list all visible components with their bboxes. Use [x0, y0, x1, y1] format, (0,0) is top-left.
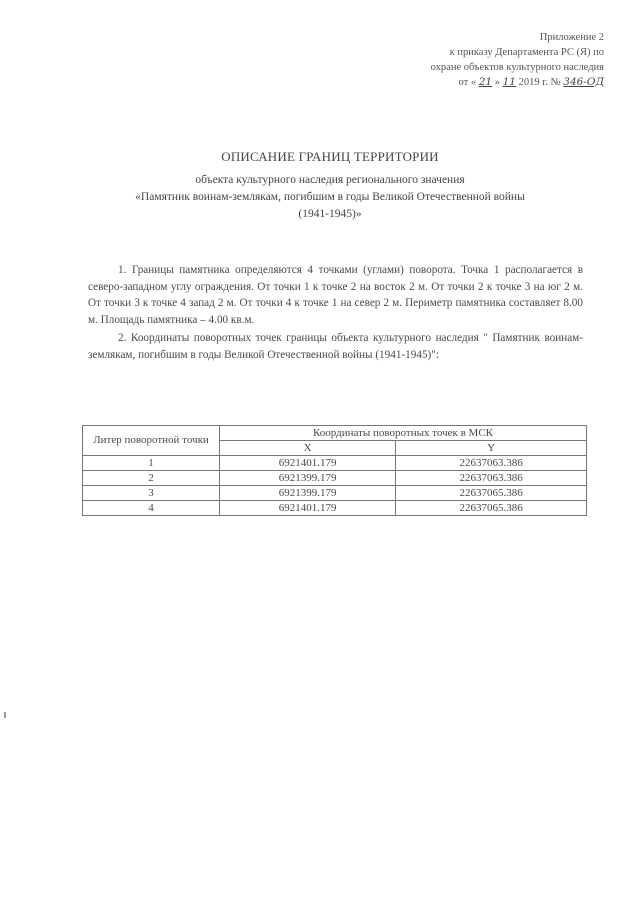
appendix-header — [364, 30, 604, 90]
paragraph-boundaries: 1. Границы памятника определяются 4 точками (углами) поворота. Точка 1 располагается в северо-западном углу ограждения. От точки 1 к точке 2 на восток 2 м. От точки 2 к точке 3 на юг 2 м. От точки 3 к точке 4 запад 2 м. От точки 4 к точке 1 на север 2 м. Периметр памятника составляет 8.00 м. Площадь памятника – 4.00 кв.м. — [88, 264, 583, 326]
paragraph-coordinates: 2. Координаты поворотных точек границы объекта культурного наследия " Памятник воинам-землякам, погибшим в годы Великой Отечественной войны (1941-1945)": — [88, 332, 583, 361]
x-header: X — [220, 441, 396, 456]
point-y: 22637065.386 — [396, 486, 587, 501]
description-body — [88, 262, 583, 365]
point-y: 22637063.386 — [396, 456, 587, 471]
coordinates-table — [82, 425, 587, 516]
table-header-row — [83, 426, 587, 441]
date-prefix: от « — [458, 77, 477, 88]
point-id: 3 — [83, 486, 220, 501]
point-x: 6921401.179 — [220, 456, 396, 471]
department-name: охране объектов культурного наследия — [430, 62, 604, 73]
point-id: 1 — [83, 456, 220, 471]
point-id: 2 — [83, 471, 220, 486]
y-header: Y — [396, 441, 587, 456]
point-y: 22637063.386 — [396, 471, 587, 486]
order-day: 21 — [478, 76, 493, 88]
point-id: 4 — [83, 501, 220, 516]
order-year: 2019 г. № — [518, 77, 561, 88]
order-number: 346-ОД — [563, 76, 604, 88]
point-letter-header: Литер поворотной точки — [83, 426, 220, 456]
object-category: объекта культурного наследия регионального значения — [195, 174, 465, 186]
order-month: 11 — [502, 76, 516, 88]
table-row — [83, 456, 587, 471]
scan-margin-mark — [4, 712, 6, 718]
appendix-label: Приложение 2 — [539, 32, 604, 43]
document-title-block — [60, 148, 600, 223]
point-x: 6921399.179 — [220, 471, 396, 486]
table-row — [83, 486, 587, 501]
coordinates-header: Координаты поворотных точек в МСК — [220, 426, 587, 441]
object-name: «Памятник воинам-землякам, погибшим в годы Великой Отечественной войны — [135, 191, 525, 203]
point-x: 6921399.179 — [220, 486, 396, 501]
object-years: (1941-1945)» — [298, 208, 362, 220]
table-row — [83, 471, 587, 486]
point-y: 22637065.386 — [396, 501, 587, 516]
point-x: 6921401.179 — [220, 501, 396, 516]
order-reference: к приказу Департамента РС (Я) по — [449, 47, 604, 58]
document-title: ОПИСАНИЕ ГРАНИЦ ТЕРРИТОРИИ — [221, 149, 439, 164]
table-row — [83, 501, 587, 516]
date-separator: » — [494, 77, 500, 88]
order-date-line — [364, 75, 604, 90]
